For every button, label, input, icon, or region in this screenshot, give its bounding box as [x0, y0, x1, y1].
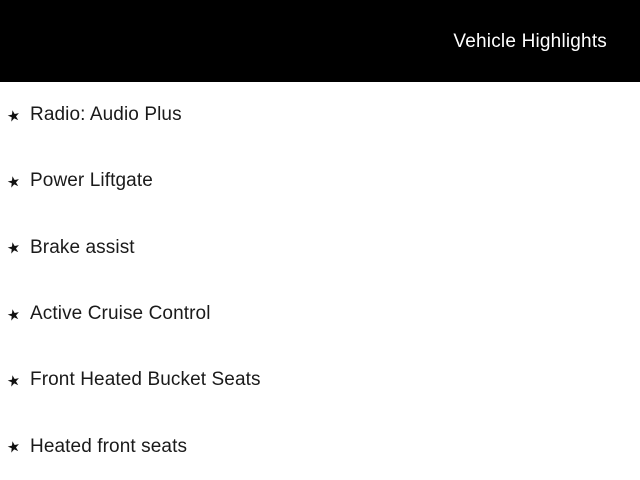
list-item: [0, 148, 640, 214]
list-item-label: Front Heated Bucket Seats: [30, 369, 261, 391]
star-icon: ★: [5, 106, 23, 126]
list-item-label: Active Cruise Control: [30, 303, 211, 325]
highlights-list: [0, 82, 640, 480]
star-icon: ★: [5, 371, 23, 392]
list-item-label: Radio: Audio Plus: [30, 104, 182, 126]
list-item: [0, 281, 640, 347]
list-item: [0, 414, 640, 480]
star-icon: ★: [5, 438, 23, 458]
star-icon: ★: [5, 239, 23, 259]
list-item-label: Brake assist: [30, 236, 135, 258]
list-item: [0, 347, 640, 413]
list-item: [0, 82, 640, 148]
list-item-label: Heated front seats: [30, 435, 188, 457]
header-bar: [0, 0, 640, 82]
star-icon: ★: [5, 305, 23, 325]
star-icon: ★: [5, 172, 23, 193]
page-title: Vehicle Highlights: [453, 30, 607, 52]
list-item-label: Power Liftgate: [30, 170, 153, 192]
list-item: [0, 215, 640, 281]
